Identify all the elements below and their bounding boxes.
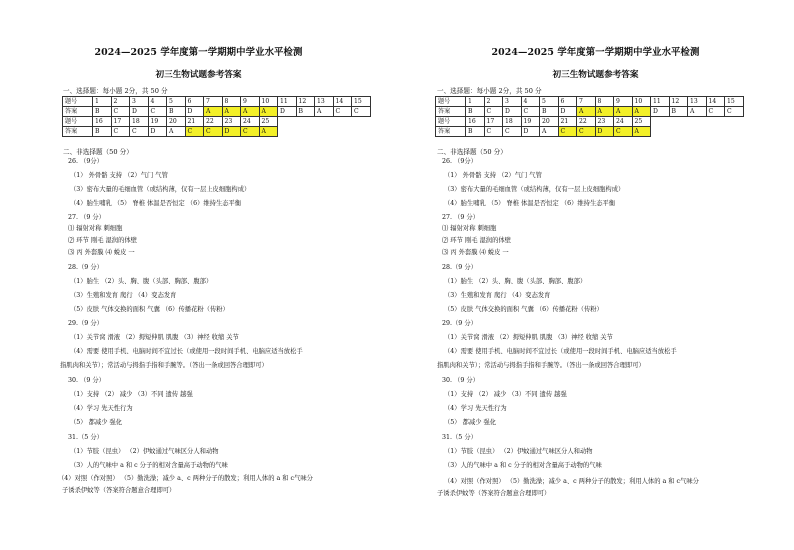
table-cell: 10: [259, 97, 278, 107]
table-cell-header: 答案: [63, 107, 93, 117]
table-cell: 6: [185, 97, 204, 107]
table-cell-highlighted: A: [222, 107, 241, 117]
table-cell: 13: [315, 97, 334, 107]
table-cell: 7: [204, 97, 223, 107]
answer-line: （4）需要 使用手机、电脑时间不宜过长（或使用一段时间手机、电脑应适当放松手: [70, 348, 303, 355]
table-cell: 3: [130, 97, 149, 107]
table-row: [436, 107, 744, 117]
table-cell: A: [540, 127, 559, 137]
table-cell: C: [352, 107, 371, 117]
table-cell-header: 题号: [436, 97, 466, 107]
table-cell: 1: [93, 97, 112, 107]
answer-line: （5） 都减少 强化: [70, 419, 123, 426]
table-cell: B: [167, 107, 186, 117]
answer-line: 30. （9 分）: [68, 377, 105, 384]
table-cell-highlighted: A: [259, 127, 278, 137]
answer-line: ⑵ 环节 刚毛 湿润的体壁: [442, 237, 511, 244]
table-cell: 21: [558, 117, 577, 127]
table-cell: 5: [540, 97, 559, 107]
table-cell-header: 题号: [63, 117, 93, 127]
answer-line: （5） 都减少 强化: [444, 419, 497, 426]
answer-table: [62, 96, 371, 137]
table-cell-highlighted: A: [204, 107, 223, 117]
table-cell: D: [521, 127, 540, 137]
table-cell: 19: [521, 117, 540, 127]
answer-line: 29.（9 分）: [68, 320, 103, 327]
table-cell: C: [111, 127, 130, 137]
answer-line: （1） 外骨骼 支持 （2）气门 气管: [70, 172, 168, 179]
answer-line: 指肌肉和关节）；常活动与拇指手指和手腕等。（答出一条或回答合理即可）: [60, 362, 268, 369]
table-cell: B: [466, 127, 485, 137]
table-cell: 15: [725, 97, 744, 107]
table-cell: 18: [130, 117, 149, 127]
table-cell-highlighted: A: [577, 107, 596, 117]
table-cell: B: [669, 107, 688, 117]
table-cell: C: [130, 127, 149, 137]
table-cell: 2: [484, 97, 503, 107]
table-cell: 20: [167, 117, 186, 127]
table-cell: 21: [185, 117, 204, 127]
table-cell: 1: [466, 97, 485, 107]
table-cell: 6: [558, 97, 577, 107]
table-cell: 11: [278, 97, 297, 107]
table-cell: C: [521, 107, 540, 117]
page-subtitle: 初三生物试题参考答案: [155, 70, 242, 80]
table-cell: 23: [222, 117, 241, 127]
table-cell: 17: [484, 117, 503, 127]
table-cell: 24: [614, 117, 633, 127]
table-cell: C: [484, 107, 503, 117]
answer-line: ⑴ 辐射对称 刺细胞: [68, 225, 123, 232]
answer-line: 27. （9 分）: [442, 214, 479, 221]
table-cell-highlighted: A: [259, 107, 278, 117]
answer-line: ⑶ 丙 外套膜 ⑷ 蜕皮 一: [442, 249, 509, 256]
answer-line: （1）关节窝 滑液 （2）拇短伸肌 肌腹 （3）神经 收缩 关节: [444, 334, 613, 341]
table-cell: C: [148, 107, 167, 117]
table-cell: B: [93, 127, 112, 137]
table-row: [63, 107, 371, 117]
answer-line: （3）密布大量的毛细血管（或结构薄，仅有一层上皮细胞构成）: [444, 186, 625, 193]
answer-line: 子诱杀伊蚊等（答案符合题意合理即可）: [62, 487, 176, 494]
table-cell: C: [725, 107, 744, 117]
table-cell: 8: [222, 97, 241, 107]
table-cell: D: [503, 107, 522, 117]
table-cell: D: [148, 127, 167, 137]
table-cell: C: [111, 107, 130, 117]
answer-line: 28.（9 分）: [68, 264, 103, 271]
answer-line: 27. （9 分）: [68, 214, 105, 221]
table-cell: 2: [111, 97, 130, 107]
table-row: [436, 117, 744, 127]
table-cell: 23: [595, 117, 614, 127]
answer-line: （3）人的气味中 a 和 c 分子的相对含量高于动物的气味: [444, 462, 602, 469]
table-cell: 16: [466, 117, 485, 127]
table-cell: 3: [503, 97, 522, 107]
answer-line: （5）皮肤 气体交换的面积 气囊 （6）传播花粉（传粉）: [70, 306, 229, 313]
table-cell: B: [540, 107, 559, 117]
table-cell-header: 题号: [436, 117, 466, 127]
answer-line: （4）学习 先天性行为: [444, 405, 507, 412]
answer-line: 26. （9分）: [442, 158, 477, 165]
table-cell-header: 题号: [63, 97, 93, 107]
table-cell: 15: [352, 97, 371, 107]
table-cell-highlighted: A: [632, 127, 651, 137]
answer-line: ⑴ 辐射对称 刺细胞: [442, 225, 497, 232]
table-cell: 16: [93, 117, 112, 127]
table-cell: 14: [333, 97, 352, 107]
answer-line: （1）胎生 （2）头、胸、腹（头部、胸部、腹部）: [444, 278, 587, 285]
answer-line: （1）节肢（昆虫） （2）伊蚊通过气味区分人和动物: [70, 448, 219, 455]
table-cell-highlighted: C: [558, 127, 577, 137]
answer-line: （1）关节窝 滑液 （2）拇短伸肌 肌腹 （3）神经 收缩 关节: [70, 334, 239, 341]
table-cell-header: 答案: [436, 107, 466, 117]
table-cell: 4: [148, 97, 167, 107]
table-cell: 5: [167, 97, 186, 107]
table-cell: D: [558, 107, 577, 117]
table-cell-highlighted: C: [614, 127, 633, 137]
table-cell-highlighted: D: [595, 127, 614, 137]
table-cell: 18: [503, 117, 522, 127]
answer-line: ⑶ 丙 外套膜 ⑷ 蜕皮 一: [68, 249, 135, 256]
answer-line: （4）对照（作对照） （5）勤洗澡；减少 a、c 两种分子的散发；利用人体的 a 和 c气味分: [444, 478, 699, 485]
page-title: 2024—2025 学年度第一学期期中学业水平检测: [491, 47, 700, 58]
table-cell: 19: [148, 117, 167, 127]
answer-line: （3）密布大量的毛细血管（或结构薄，仅有一层上皮细胞构成）: [70, 186, 251, 193]
section-heading-choice: 一、选择题：每小题 2分，共 50 分: [437, 87, 542, 95]
page-subtitle: 初三生物试题参考答案: [552, 70, 639, 80]
answer-line: 31.（5 分）: [68, 434, 103, 441]
table-cell-highlighted: C: [185, 127, 204, 137]
table-cell: 13: [688, 97, 707, 107]
table-cell: 22: [204, 117, 223, 127]
answer-line: （4）需要 使用手机、电脑时间不宜过长（或使用一段时间手机、电脑应适当放松手: [444, 348, 677, 355]
table-cell: C: [503, 127, 522, 137]
table-row: [436, 97, 744, 107]
section-heading-choice: 一、选择题：每小题 2分，共 50 分: [63, 87, 168, 95]
section-heading-nonchoice: 二、非选择题（50 分）: [63, 148, 133, 156]
answer-line: （3）生殖和发育 爬行 （4）变态发育: [70, 292, 177, 299]
table-cell: 14: [706, 97, 725, 107]
answer-line: 31.（5 分）: [442, 434, 477, 441]
table-cell-header: 答案: [436, 127, 466, 137]
table-row: [63, 127, 371, 137]
answer-sheet-right: [397, 0, 794, 550]
table-cell: 8: [595, 97, 614, 107]
table-cell: A: [688, 107, 707, 117]
table-cell-highlighted: A: [241, 107, 260, 117]
table-cell: B: [93, 107, 112, 117]
answer-line: 30. （9 分）: [442, 377, 479, 384]
answer-line: ⑵ 环节 刚毛 湿润的体壁: [68, 237, 137, 244]
table-cell: 10: [632, 97, 651, 107]
table-cell: D: [185, 107, 204, 117]
answer-line: （3）生殖和发育 爬行 （4）变态发育: [444, 292, 551, 299]
table-cell: 12: [296, 97, 315, 107]
answer-table: [435, 96, 744, 137]
table-cell: 25: [632, 117, 651, 127]
table-cell: 4: [521, 97, 540, 107]
table-cell-highlighted: C: [577, 127, 596, 137]
answer-line: （1） 外骨骼 支持 （2）气门 气管: [444, 172, 542, 179]
table-cell-highlighted: C: [204, 127, 223, 137]
table-cell-highlighted: A: [614, 107, 633, 117]
table-cell: 12: [669, 97, 688, 107]
answer-line: （4）对照（作对照） （5）勤洗澡；减少 a、c 两种分子的散发；利用人体的 a 和 c气味分: [58, 475, 313, 482]
table-cell: 24: [241, 117, 260, 127]
table-cell: 9: [241, 97, 260, 107]
table-cell-highlighted: C: [241, 127, 260, 137]
answer-line: （1）节肢（昆虫） （2）伊蚊通过气味区分人和动物: [444, 448, 593, 455]
table-cell: D: [130, 107, 149, 117]
table-cell: D: [651, 107, 670, 117]
table-cell: B: [466, 107, 485, 117]
answer-line: 子诱杀伊蚊等（答案符合题意合理即可）: [437, 490, 551, 497]
table-cell: 7: [577, 97, 596, 107]
answer-line: 指肌肉和关节）；常活动与拇指手指和手腕等。（答出一条或回答合理即可）: [437, 362, 645, 369]
answer-line: （4）胎生哺乳 （5） 脊椎 体温是否恒定 （6）维持生态平衡: [444, 200, 616, 207]
table-row: [63, 117, 371, 127]
section-heading-nonchoice: 二、非选择题（50 分）: [437, 148, 507, 156]
answer-line: （4）学习 先天性行为: [70, 405, 133, 412]
table-cell: C: [333, 107, 352, 117]
table-cell: B: [296, 107, 315, 117]
table-cell: C: [484, 127, 503, 137]
table-row: [63, 97, 371, 107]
answer-line: （4）胎生哺乳 （5） 脊椎 体温是否恒定 （6）维持生态平衡: [70, 200, 242, 207]
answer-line: （1）胎生 （2）头、胸、腹（头部、胸部、腹部）: [70, 278, 213, 285]
answer-line: 26. （9分）: [68, 158, 103, 165]
table-cell: D: [278, 107, 297, 117]
page-title: 2024—2025 学年度第一学期期中学业水平检测: [94, 47, 303, 58]
table-cell: 17: [111, 117, 130, 127]
table-cell-header: 答案: [63, 127, 93, 137]
answer-line: 28.（9 分）: [442, 264, 477, 271]
answer-line: （5）皮肤 气体交换的面积 气囊 （6）传播花粉（传粉）: [444, 306, 603, 313]
table-cell-highlighted: A: [632, 107, 651, 117]
answer-line: 29.（9 分）: [442, 320, 477, 327]
answer-line: （1）支持 （2） 减少 （3）不同 遗传 越强: [444, 391, 567, 398]
table-cell: 25: [259, 117, 278, 127]
answer-line: （1）支持 （2） 减少 （3）不同 遗传 越强: [70, 391, 193, 398]
table-cell: 22: [577, 117, 596, 127]
table-cell-highlighted: A: [595, 107, 614, 117]
table-cell: 11: [651, 97, 670, 107]
table-cell-highlighted: D: [222, 127, 241, 137]
table-cell: 9: [614, 97, 633, 107]
table-cell: A: [167, 127, 186, 137]
table-cell: C: [706, 107, 725, 117]
table-row: [436, 127, 744, 137]
answer-line: （3）人的气味中 a 和 c 分子的相对含量高于动物的气味: [70, 462, 228, 469]
table-cell: A: [315, 107, 334, 117]
table-cell: 20: [540, 117, 559, 127]
